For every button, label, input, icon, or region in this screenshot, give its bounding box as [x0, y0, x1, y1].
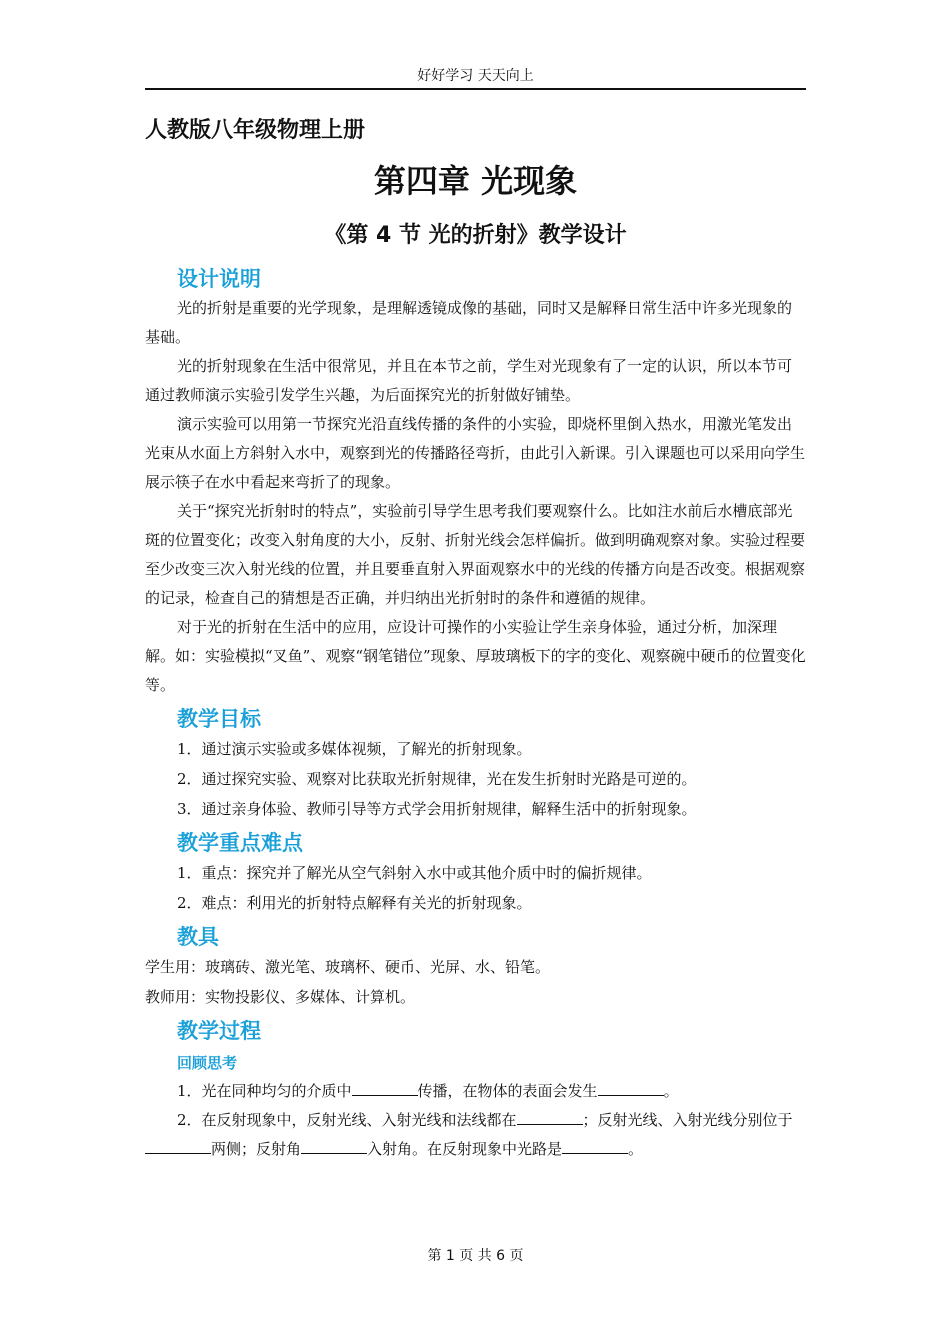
answer-blank: [598, 1081, 664, 1096]
section-heading-design: 设计说明: [177, 267, 261, 291]
section-heading-tools: 教具: [177, 925, 219, 949]
review-question-1: [145, 1076, 806, 1106]
section-heading-goals: 教学目标: [177, 707, 261, 731]
question-text: 入射角。在反射现象中光路是: [367, 1140, 563, 1158]
design-paragraph: 关于“探究光折射时的特点”，实验前引导学生思考我们要观察什么。比如注水前后水槽底部光斑的位置变化；改变入射角度的大小，反射、折射光线会怎样偏折。做到明确观察对象。实验过程要至少改变三次入射光线的位置，并且要垂直射入界面观察水中的光线的传播方向是否改变。根据观察的记录，检查自己的猜想是否正确，并归纳出光折射时的条件和遵循的规律。: [145, 502, 806, 607]
section-heading-key-points: 教学重点难点: [177, 831, 303, 855]
design-paragraph: 光的折射是重要的光学现象，是理解透镜成像的基础，同时又是解释日常生活中许多光现象的基础。: [145, 299, 793, 346]
key-point-item: 1．重点：探究并了解光从空气斜射入水中或其他介质中时的偏折规律。: [177, 864, 652, 882]
question-text: 2．在反射现象中，反射光线、入射光线和法线都在: [177, 1111, 517, 1129]
section-heading-process: 教学过程: [177, 1019, 261, 1043]
answer-blank: [562, 1139, 628, 1154]
design-paragraph: 对于光的折射在生活中的应用，应设计可操作的小实验让学生亲身体验，通过分析，加深理解。如：实验模拟“叉鱼”、观察“钢笔错位”现象、厚玻璃板下的字的变化、观察碗中硬币的位置变化等。: [145, 618, 806, 694]
review-question-2: [145, 1106, 806, 1164]
design-paragraph: 光的折射现象在生活中很常见，并且在本节之前，学生对光现象有了一定的认识，所以本节可通过教师演示实验引发学生兴趣，为后面探究光的折射做好铺垫。: [145, 357, 793, 404]
tools-line: 教师用：实物投影仪、多媒体、计算机。: [145, 988, 416, 1006]
design-paragraph: 演示实验可以用第一节探究光沿直线传播的条件的小实验，即烧杯里倒入热水，用激光笔发出光束从水面上方斜射入水中，观察到光的传播路径弯折，由此引入新课。引入课题也可以采用向学生展示筷子在水中看起来弯折了的现象。: [145, 415, 806, 491]
question-text: 。: [628, 1140, 644, 1158]
chapter-title: 第四章 光现象: [373, 162, 578, 200]
goal-item: 3．通过亲身体验、教师引导等方式学会用折射规律，解释生活中的折射现象。: [177, 800, 697, 818]
goal-item: 2．通过探究实验、观察对比获取光折射规律，光在发生折射时光路是可逆的。: [177, 770, 697, 788]
answer-blank: [352, 1081, 418, 1096]
answer-blank: [517, 1110, 583, 1125]
question-text: 1．光在同种均匀的介质中: [177, 1082, 352, 1100]
document-body: [145, 264, 806, 1164]
lesson-title: 《第 4 节 光的折射》教学设计: [324, 223, 627, 248]
goal-item: 1．通过演示实验或多媒体视频，了解光的折射现象。: [177, 740, 532, 758]
subsection-heading-review: 回顾思考: [177, 1054, 238, 1072]
question-text: 。: [663, 1082, 679, 1100]
answer-blank: [301, 1139, 367, 1154]
page-footer: 第 1 页 共 6 页: [427, 1248, 524, 1264]
key-point-item: 2．难点：利用光的折射特点解释有关光的折射现象。: [177, 894, 532, 912]
page-header: 好好学习 天天向上: [145, 66, 806, 90]
tools-line: 学生用：玻璃砖、激光笔、玻璃杯、硬币、光屏、水、铅笔。: [145, 958, 551, 976]
question-text: 两侧；反射角: [211, 1140, 302, 1158]
answer-blank: [145, 1139, 211, 1154]
question-text: ；反射光线、入射光线分别位于: [582, 1111, 793, 1129]
question-text: 传播，在物体的表面会发生: [417, 1082, 598, 1100]
book-title: 人教版八年级物理上册: [145, 118, 366, 143]
